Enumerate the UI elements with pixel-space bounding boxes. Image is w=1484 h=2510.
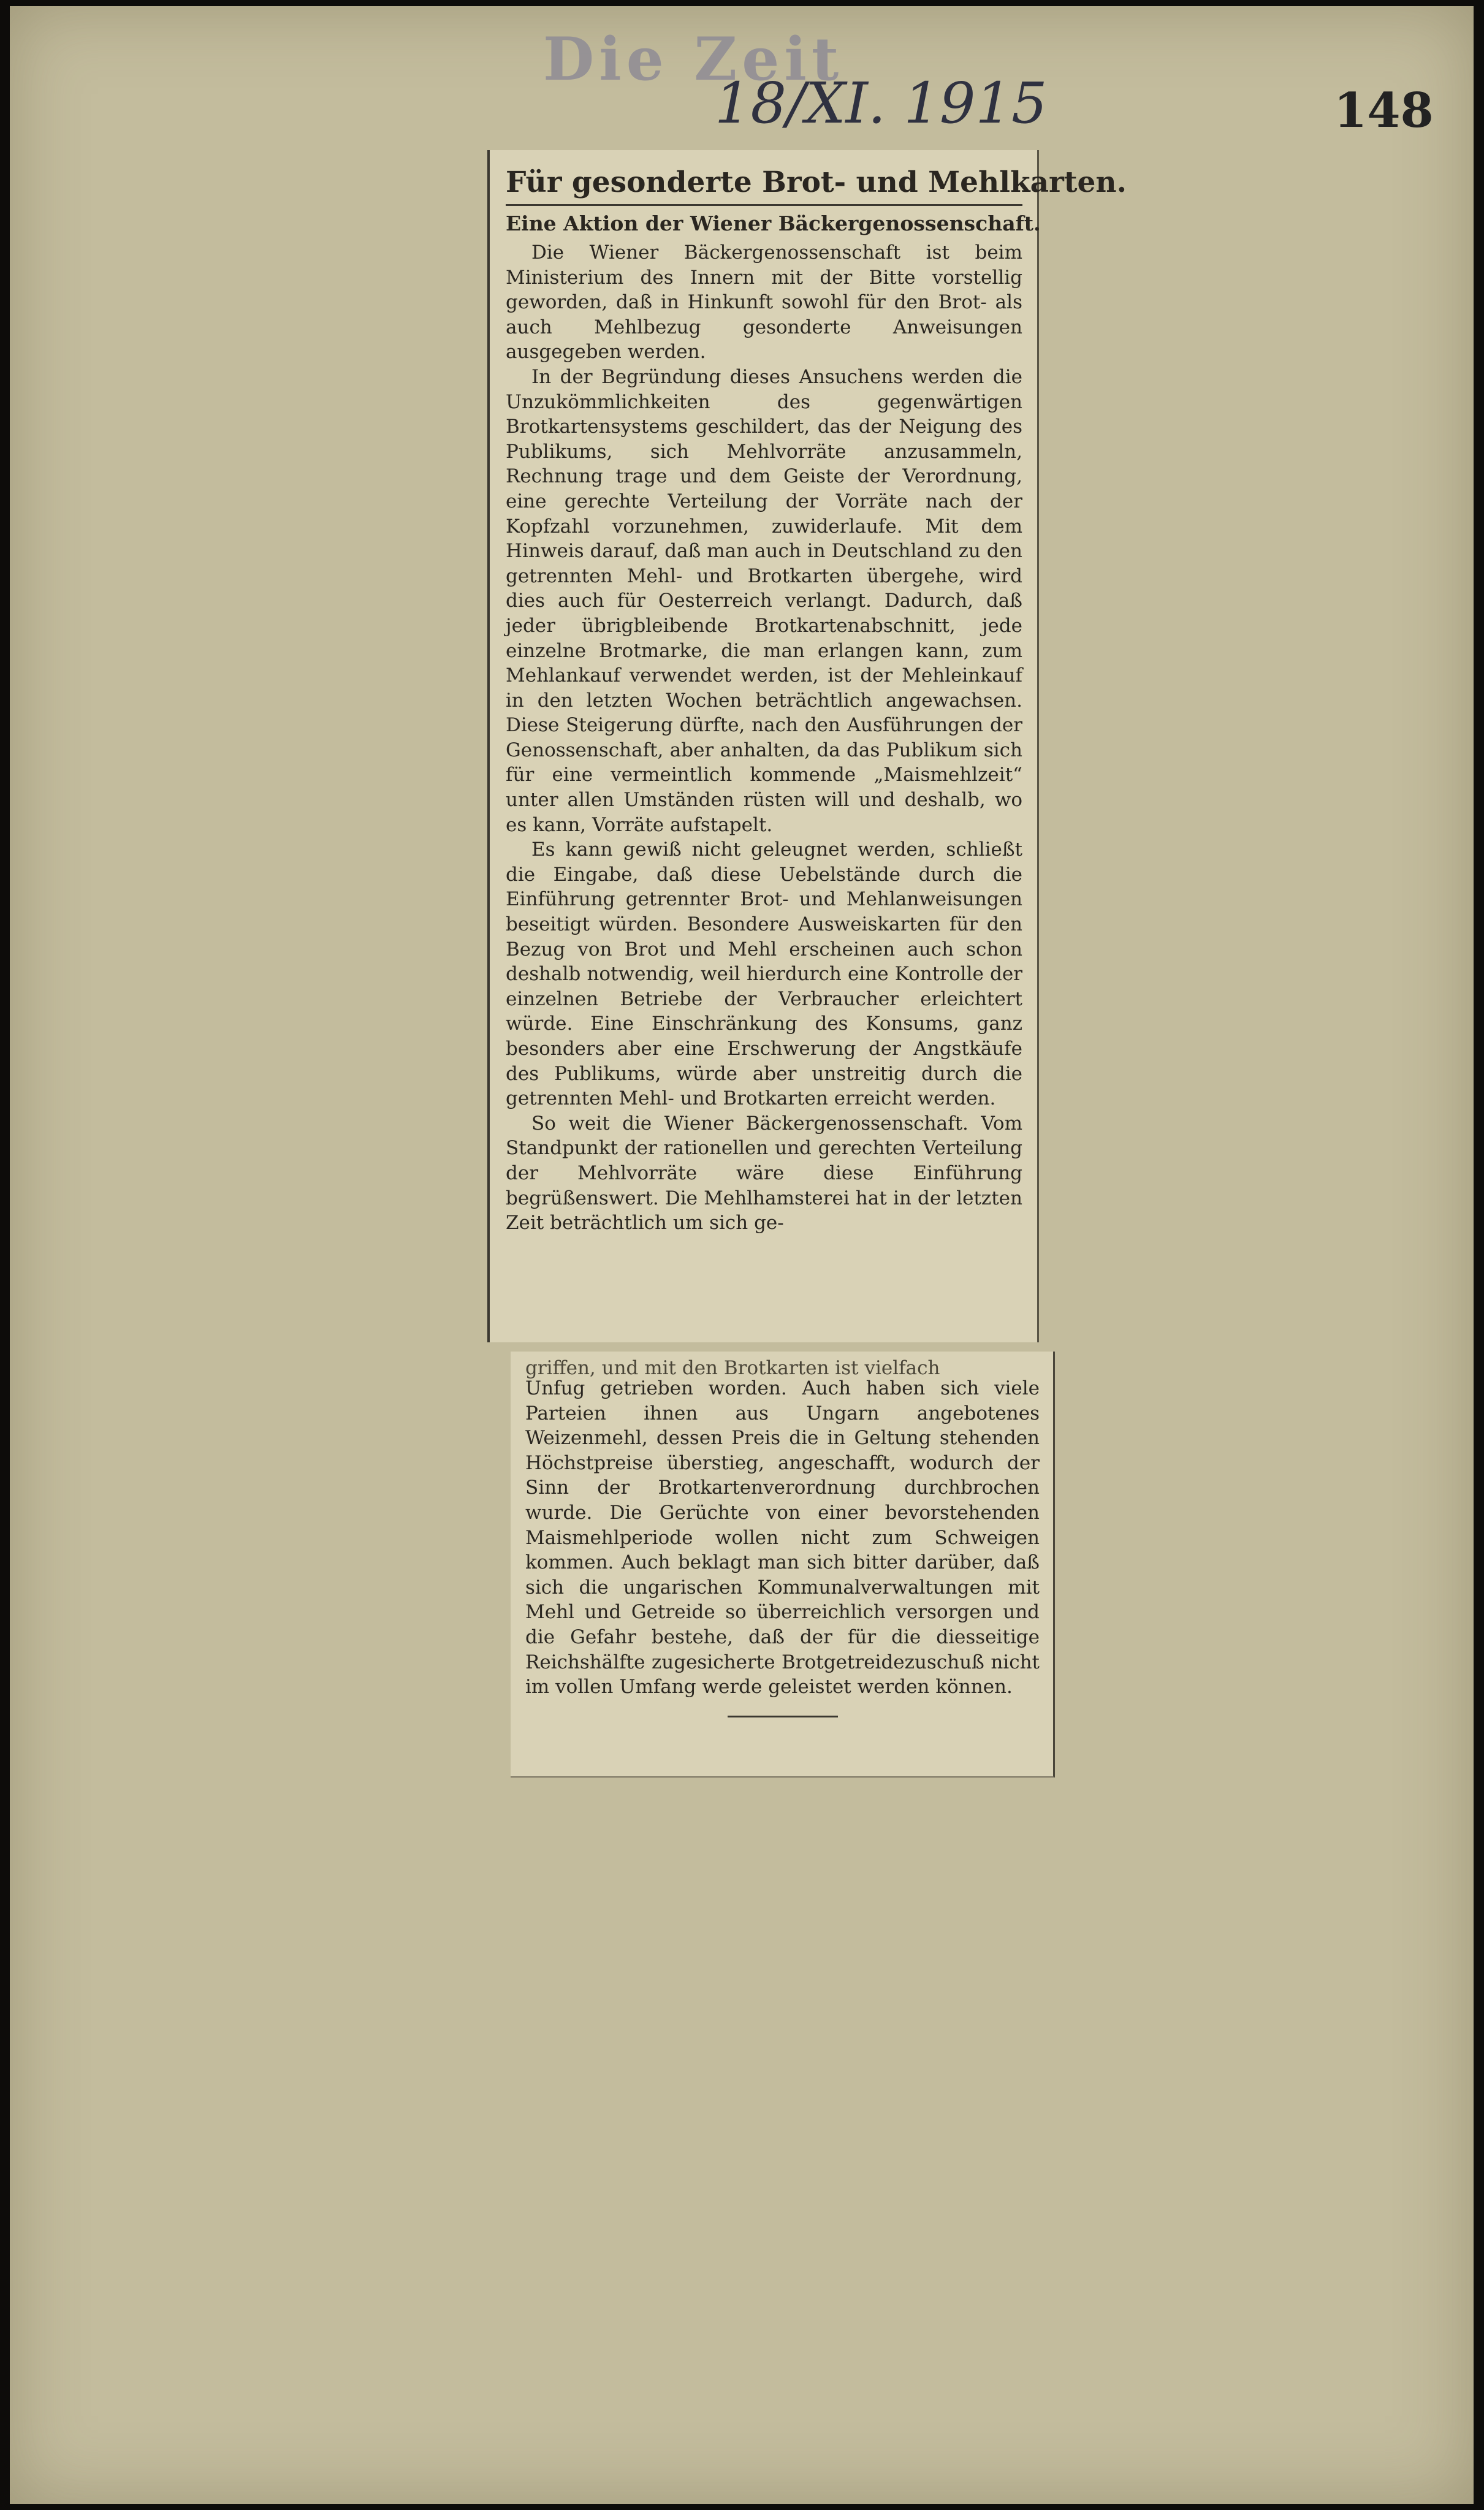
cut-off-line: griffen, und mit den Brotkarten ist vielfach <box>525 1357 940 1379</box>
newspaper-clipping-part-1 <box>487 150 1127 1342</box>
article-continuation <box>525 1376 1040 1700</box>
newspaper-clipping-part-2 <box>511 1352 1055 1778</box>
article-paragraph: In der Begründung dieses Ansuchens werden die Unzukömmlichkeiten des gegenwärtigen Brotkartensystems geschildert, das der Neigung des Publikums, sich Mehlvorräte anzusammeln, Rechnung trage und dem Geiste der Verordnung, eine gerechte Verteilung der Vorräte nach der Kopfzahl vorzunehmen, zuwiderlaufe. Mit dem Hinweis darauf, daß man auch in Deutschland zu den getrennten Mehl- und Brotkarten übergehe, wird dies auch für Oesterreich verlangt. Dadurch, daß jeder übrigbleibende Brotkartenabschnitt, jede einzelne Brotmarke, die man erlangen kann, zum Mehlankauf verwendet werden, ist der Mehleinkauf in den letzten Wochen beträchtlich angewachsen. Diese Steigerung dürfte, nach den Ausführungen der Genossenschaft, aber anhalten, da das Publikum sich für eine vermeintlich kommende „Maismehlzeit“ unter allen Umständen rüsten will und deshalb, wo es kann, Vorräte aufstapelt. <box>506 365 1022 836</box>
article-paragraph: Die Wiener Bäckergenossenschaft ist beim Ministerium des Innern mit der Bitte vorstellig geworden, daß in Hinkunft sowohl für den Brot- als auch Mehlbezug gesonderte Anweisungen ausgegeben werden. <box>506 241 1022 363</box>
article-body <box>506 240 1022 1236</box>
end-rule <box>728 1716 838 1717</box>
article-paragraph: Unfug getrieben worden. Auch haben sich viele Parteien ihnen aus Ungarn angebotenes Weizenmehl, dessen Preis die in Geltung stehenden Höchstpreise überstieg, angeschafft, wodurch der Sinn der Brotkartenverordnung durchbrochen wurde. Die Gerüchte von einer bevorstehenden Maismehlperiode wollen nicht zum Schweigen kommen. Auch beklagt man sich bitter darüber, daß sich die ungarischen Kommunalverwaltungen mit Mehl und Getreide so überreichlich versorgen und die Gefahr bestehe, daß der für die diesseitige Reichshälfte zugesicherte Brotgetreidezuschuß nicht im vollen Umfang werde geleistet werden können. <box>525 1377 1040 1698</box>
article-headline: Für gesonderte Brot- und Mehlkarten. <box>506 164 1022 206</box>
article-subhead: Eine Aktion der Wiener Bäckergenossenschaft. <box>506 211 1041 235</box>
page-number: 148 <box>1334 83 1434 139</box>
article-paragraph: Es kann gewiß nicht geleugnet werden, schließt die Eingabe, daß diese Uebelstände durch die Einführung getrennter Brot- und Mehlanweisungen beseitigt würden. Besondere Ausweiskarten für den Bezug von Brot und Mehl erscheinen auch schon deshalb notwendig, weil hierdurch eine Kontrolle der einzelnen Betriebe der Verbraucher erleichtert würde. Eine Einschränkung des Konsums, ganz besonders aber eine Erschwerung der Angstkäufe des Publikums, würde aber unstreitig durch die getrennten Mehl- und Brotkarten erreicht werden. <box>506 839 1022 1110</box>
newspaper-stamp: Die Zeit <box>543 25 844 94</box>
handwritten-date: 18/XI. 1915 <box>715 70 1048 136</box>
article-paragraph: So weit die Wiener Bäckergenossenschaft. Vom Standpunkt der rationellen und gerechten Verteilung der Mehlvorräte wäre diese Einführung begrüßenswert. Die Mehlhamsterei hat in der letzten Zeit beträchtlich um sich ge- <box>506 1112 1022 1234</box>
